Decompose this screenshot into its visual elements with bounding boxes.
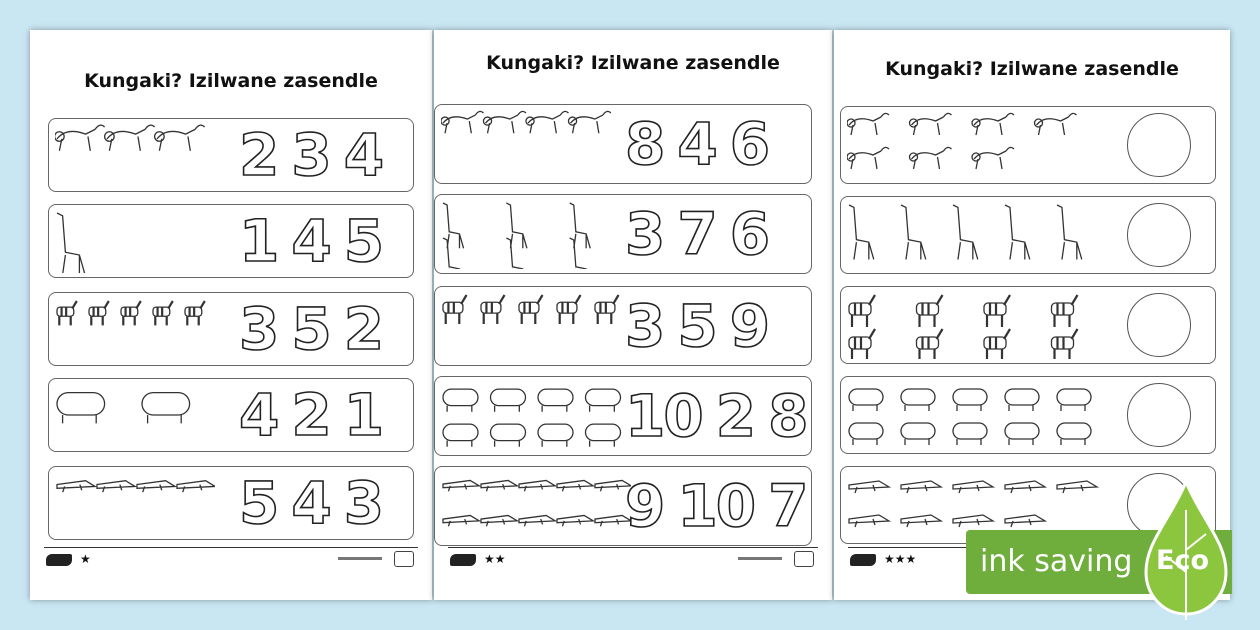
crocodile-group: [441, 471, 631, 541]
lion-icon: [1035, 113, 1077, 135]
hippo-icon: [849, 423, 883, 445]
lion-group: [847, 111, 1097, 179]
lion-icon: [55, 125, 105, 151]
footer-line: [338, 557, 382, 560]
number-option: 5: [343, 207, 383, 275]
eco-badge-label: Eco: [1156, 545, 1209, 576]
hippo-icon: [586, 424, 621, 447]
lion-icon: [568, 111, 611, 133]
answer-circle: [1127, 203, 1191, 267]
giraffe-icon: [443, 203, 464, 248]
crocodile-icon: [97, 481, 135, 492]
lion-icon: [972, 147, 1014, 169]
lion-icon: [441, 111, 483, 133]
hippo-icon: [901, 389, 935, 411]
difficulty-stars: ★: [80, 552, 91, 566]
hippo-icon: [849, 389, 883, 411]
number-option: 4: [343, 121, 383, 189]
answer-circle: [1127, 383, 1191, 447]
zebra-icon: [917, 329, 943, 359]
difficulty-stars: ★★: [484, 552, 506, 566]
crocodile-icon: [443, 480, 479, 491]
number-option: 1: [239, 207, 278, 275]
number-option: 4: [291, 469, 330, 537]
crocodile-icon: [557, 480, 593, 491]
zebra-icon: [557, 295, 581, 324]
giraffe-icon: [849, 205, 874, 259]
lion-icon: [972, 113, 1014, 135]
twinkl-logo-icon: [450, 554, 476, 566]
hippo-group: [55, 383, 225, 447]
crocodile-icon: [849, 515, 889, 527]
zebra-icon: [57, 301, 77, 325]
giraffe-icon: [570, 238, 591, 269]
hippo-icon: [142, 393, 190, 424]
worksheet-1: [30, 30, 432, 600]
giraffe-group: [847, 201, 1107, 269]
number-option: 10: [625, 382, 702, 450]
number-option: 3: [343, 469, 383, 537]
hippo-icon: [491, 389, 526, 412]
counting-row: [434, 286, 812, 366]
number-option: 8: [768, 382, 807, 450]
zebra-icon: [849, 295, 875, 327]
zebra-icon: [595, 295, 619, 324]
giraffe-icon: [506, 238, 527, 269]
number-option: 3: [291, 121, 330, 189]
crocodile-icon: [849, 481, 889, 493]
number-option: 9: [729, 292, 769, 360]
crocodile-icon: [1005, 515, 1045, 527]
counting-row: [840, 106, 1216, 184]
lion-icon: [847, 147, 889, 169]
hippo-icon: [491, 424, 526, 447]
hippo-icon: [1005, 423, 1039, 445]
lion-icon: [910, 147, 952, 169]
zebra-icon: [1052, 295, 1078, 327]
hippo-icon: [1057, 423, 1091, 445]
zebra-icon: [984, 295, 1010, 327]
counting-row: [840, 286, 1216, 364]
worksheet-2: [434, 30, 832, 600]
crocodile-icon: [177, 481, 215, 492]
answer-circle: [1127, 293, 1191, 357]
lion-icon: [526, 111, 569, 133]
counting-row: [434, 194, 812, 274]
difficulty-stars: ★★★: [884, 552, 917, 566]
publisher-icon: [794, 551, 814, 567]
crocodile-icon: [1005, 481, 1045, 493]
number-option: 5: [291, 295, 330, 363]
lion-icon: [483, 111, 526, 133]
giraffe-icon: [953, 205, 978, 259]
number-option: 6: [729, 200, 769, 268]
number-option: 4: [291, 207, 330, 275]
giraffe-group: [441, 199, 631, 269]
number-option: 4: [239, 381, 278, 449]
zebra-icon: [153, 301, 173, 325]
counting-row: [48, 204, 414, 278]
giraffe-group: [55, 209, 205, 273]
crocodile-icon: [137, 481, 175, 492]
number-option: 2: [715, 382, 755, 450]
counting-row: [840, 376, 1216, 454]
zebra-icon: [121, 301, 141, 325]
counting-row: [48, 466, 414, 540]
hippo-group: [847, 381, 1107, 449]
worksheet-footer: [448, 547, 818, 572]
number-option: 3: [625, 200, 664, 268]
number-option: 3: [239, 295, 278, 363]
giraffe-icon: [443, 238, 464, 269]
worksheet-footer: [44, 547, 418, 572]
zebra-icon: [917, 295, 943, 327]
number-option: 2: [343, 295, 383, 363]
number-option: 5: [677, 292, 716, 360]
crocodile-icon: [481, 515, 517, 526]
hippo-icon: [538, 389, 573, 412]
number-option: 7: [677, 200, 716, 268]
crocodile-icon: [481, 480, 517, 491]
zebra-group: [847, 291, 1117, 359]
zebra-icon: [185, 301, 205, 325]
counting-row: [840, 196, 1216, 274]
hippo-icon: [1005, 389, 1039, 411]
hippo-icon: [443, 389, 478, 412]
crocodile-group: [847, 471, 1107, 539]
giraffe-icon: [570, 203, 591, 248]
publisher-icon: [394, 551, 414, 567]
counting-row: [434, 466, 812, 546]
lion-icon: [105, 125, 155, 151]
crocodile-icon: [519, 480, 555, 491]
number-option: 3: [625, 292, 664, 360]
number-option: 6: [729, 110, 769, 178]
counting-row: [434, 104, 812, 184]
lion-icon: [847, 113, 889, 135]
number-option: 5: [239, 469, 278, 537]
zebra-group: [55, 297, 215, 361]
zebra-icon: [984, 329, 1010, 359]
zebra-icon: [481, 295, 505, 324]
worksheet-title: Kungaki? Izilwane zasendle: [885, 58, 1179, 80]
number-option: 1: [343, 381, 383, 449]
number-option: 8: [625, 110, 664, 178]
crocodile-icon: [443, 515, 479, 526]
crocodile-icon: [953, 481, 993, 493]
hippo-icon: [538, 424, 573, 447]
zebra-icon: [519, 295, 543, 324]
hippo-icon: [443, 424, 478, 447]
giraffe-icon: [1005, 205, 1030, 259]
lion-group: [441, 109, 611, 179]
crocodile-icon: [557, 515, 593, 526]
number-option: 10: [677, 472, 755, 540]
crocodile-icon: [953, 515, 993, 527]
lion-icon: [155, 125, 205, 151]
hippo-icon: [57, 393, 105, 424]
number-option: 9: [625, 472, 664, 540]
hippo-icon: [586, 389, 621, 412]
worksheet-title: Kungaki? Izilwane zasendle: [486, 52, 780, 74]
giraffe-icon: [1057, 205, 1082, 259]
zebra-icon: [1052, 329, 1078, 359]
lion-icon: [910, 113, 952, 135]
hippo-group: [441, 381, 631, 451]
number-option: 7: [768, 472, 807, 540]
crocodile-icon: [901, 515, 941, 527]
hippo-icon: [953, 423, 987, 445]
number-option: 2: [291, 381, 330, 449]
crocodile-icon: [519, 515, 555, 526]
hippo-icon: [901, 423, 935, 445]
giraffe-icon: [901, 205, 926, 259]
zebra-icon: [89, 301, 109, 325]
ink-saving-label: ink saving: [980, 544, 1133, 579]
answer-circle: [1127, 113, 1191, 177]
zebra-group: [441, 291, 631, 361]
crocodile-icon: [1057, 481, 1097, 493]
footer-line: [738, 557, 782, 560]
number-option: 4: [677, 110, 716, 178]
crocodile-icon: [57, 481, 95, 492]
hippo-icon: [953, 389, 987, 411]
zebra-icon: [849, 329, 875, 359]
crocodile-icon: [901, 481, 941, 493]
counting-row: [48, 292, 414, 366]
giraffe-icon: [57, 213, 85, 273]
worksheet-title: Kungaki? Izilwane zasendle: [84, 70, 378, 92]
counting-row: [434, 376, 812, 456]
twinkl-logo-icon: [850, 554, 876, 566]
zebra-icon: [443, 295, 467, 324]
number-option: 2: [239, 121, 278, 189]
counting-row: [48, 378, 414, 452]
hippo-icon: [1057, 389, 1091, 411]
counting-row: [48, 118, 414, 192]
crocodile-group: [55, 471, 215, 535]
twinkl-logo-icon: [46, 554, 72, 566]
giraffe-icon: [506, 203, 527, 248]
lion-group: [55, 123, 205, 187]
